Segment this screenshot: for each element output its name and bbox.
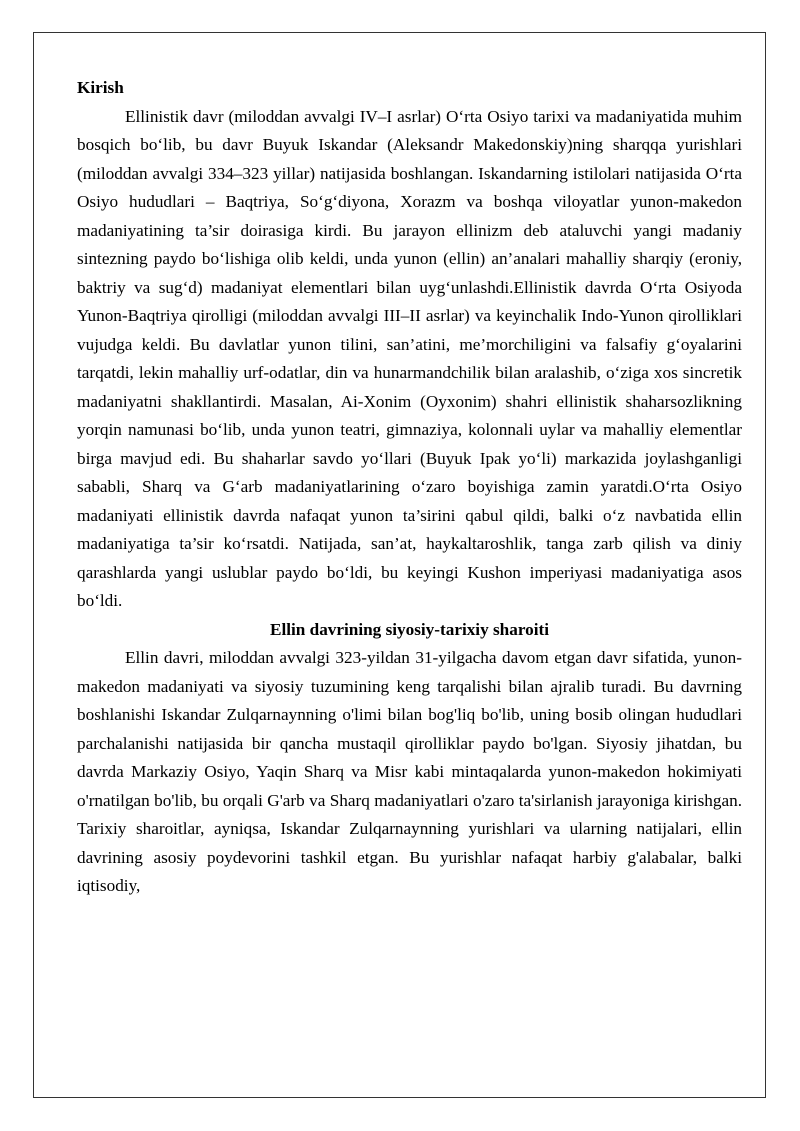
intro-heading: Kirish: [77, 78, 124, 97]
section-paragraph: Ellin davri, miloddan avvalgi 323-yildan 31-yilgacha davom etgan davr sifatida, yunon-makedon madaniyati va siyosiy tuzumining keng tarqalishi bilan ajralib turadi. Bu davrning boshlanishi Iskandar Zulqarnaynning o'limi bilan bog'liq bo'lib, uning bosib olingan hududlari parchalanishi natijasida bir qancha mustaqil qirolliklar paydo bo'lgan. Siyosiy jihatdan, bu davrda Markaziy Osiyo, Yaqin Sharq va Misr kabi mintaqalarda yunon-makedon hokimiyati o'rnatilgan bo'lib, bu orqali G'arb va Sharq madaniyatlari o'zaro ta'sirlanish jarayoniga kirishgan. Tarixiy sharoitlar, ayniqsa, Iskandar Zulqarnaynning yurishlari va ularning natijalari, ellin davrining asosiy poydevorini tashkil etgan. Bu yurishlar nafaqat harbiy g'alabalar, balki iqtisodiy,: [77, 648, 742, 895]
intro-paragraph: Ellinistik davr (miloddan avvalgi IV–I asrlar) O‘rta Osiyo tarixi va madaniyatida muhim bosqich bo‘lib, bu davr Buyuk Iskandar (Aleksandr Makedonskiy)ning sharqqa yurishlari (miloddan avvalgi 334–323 yillar) natijasida boshlangan. Iskandarning istilolari natijasida O‘rta Osiyo hududlari – Baqtriya, So‘g‘diyona, Xorazm va boshqa viloyatlar yunon-makedon madaniyatining ta’sir doirasiga kirdi. Bu jarayon ellinizm deb ataluvchi yangi madaniy sintezning paydo bo‘lishiga olib keldi, unda yunon (ellin) an’analari mahalliy sharqiy (eroniy, baktriy va sug‘d) madaniyat elementlari bilan uyg‘unlashdi.Ellinistik davrda O‘rta Osiyoda Yunon-Baqtriya qirolligi (miloddan avvalgi III–II asrlar) va keyinchalik Indo-Yunon qirolliklari vujudga keldi. Bu davlatlar yunon tilini, san’atini, me’morchiligini va falsafiy g‘oyalarini tarqatdi, lekin mahalliy urf-odatlar, din va hunarmandchilik bilan aralashib, o‘ziga xos sincretik madaniyatni shakllantirdi. Masalan, Ai-Xonim (Oyxonim) shahri ellinistik shaharsozlikning yorqin namunasi bo‘lib, unda yunon teatri, gimnaziya, kolonnali uylar va mahalliy elementlar birga mavjud edi. Bu shaharlar savdo yo‘llari (Buyuk Ipak yo‘li) markazida joylashganligi sababli, Sharq va G‘arb madaniyatlarining o‘zaro boyishiga zamin yaratdi.O‘rta Osiyo madaniyati ellinistik davrda nafaqat yunon ta’sirini qabul qildi, balki o‘z navbatida ellin madaniyatiga ta’sir ko‘rsatdi. Natijada, san’at, haykaltaroshlik, tanga zarb qilish va diniy qarashlarda yangi uslublar paydo bo‘ldi, bu keyingi Kushon imperiyasi madaniyatiga asos bo‘ldi.: [77, 106, 742, 610]
section-heading: Ellin davrining siyosiy-tarixiy sharoiti: [269, 619, 550, 639]
document-body: [77, 74, 742, 901]
